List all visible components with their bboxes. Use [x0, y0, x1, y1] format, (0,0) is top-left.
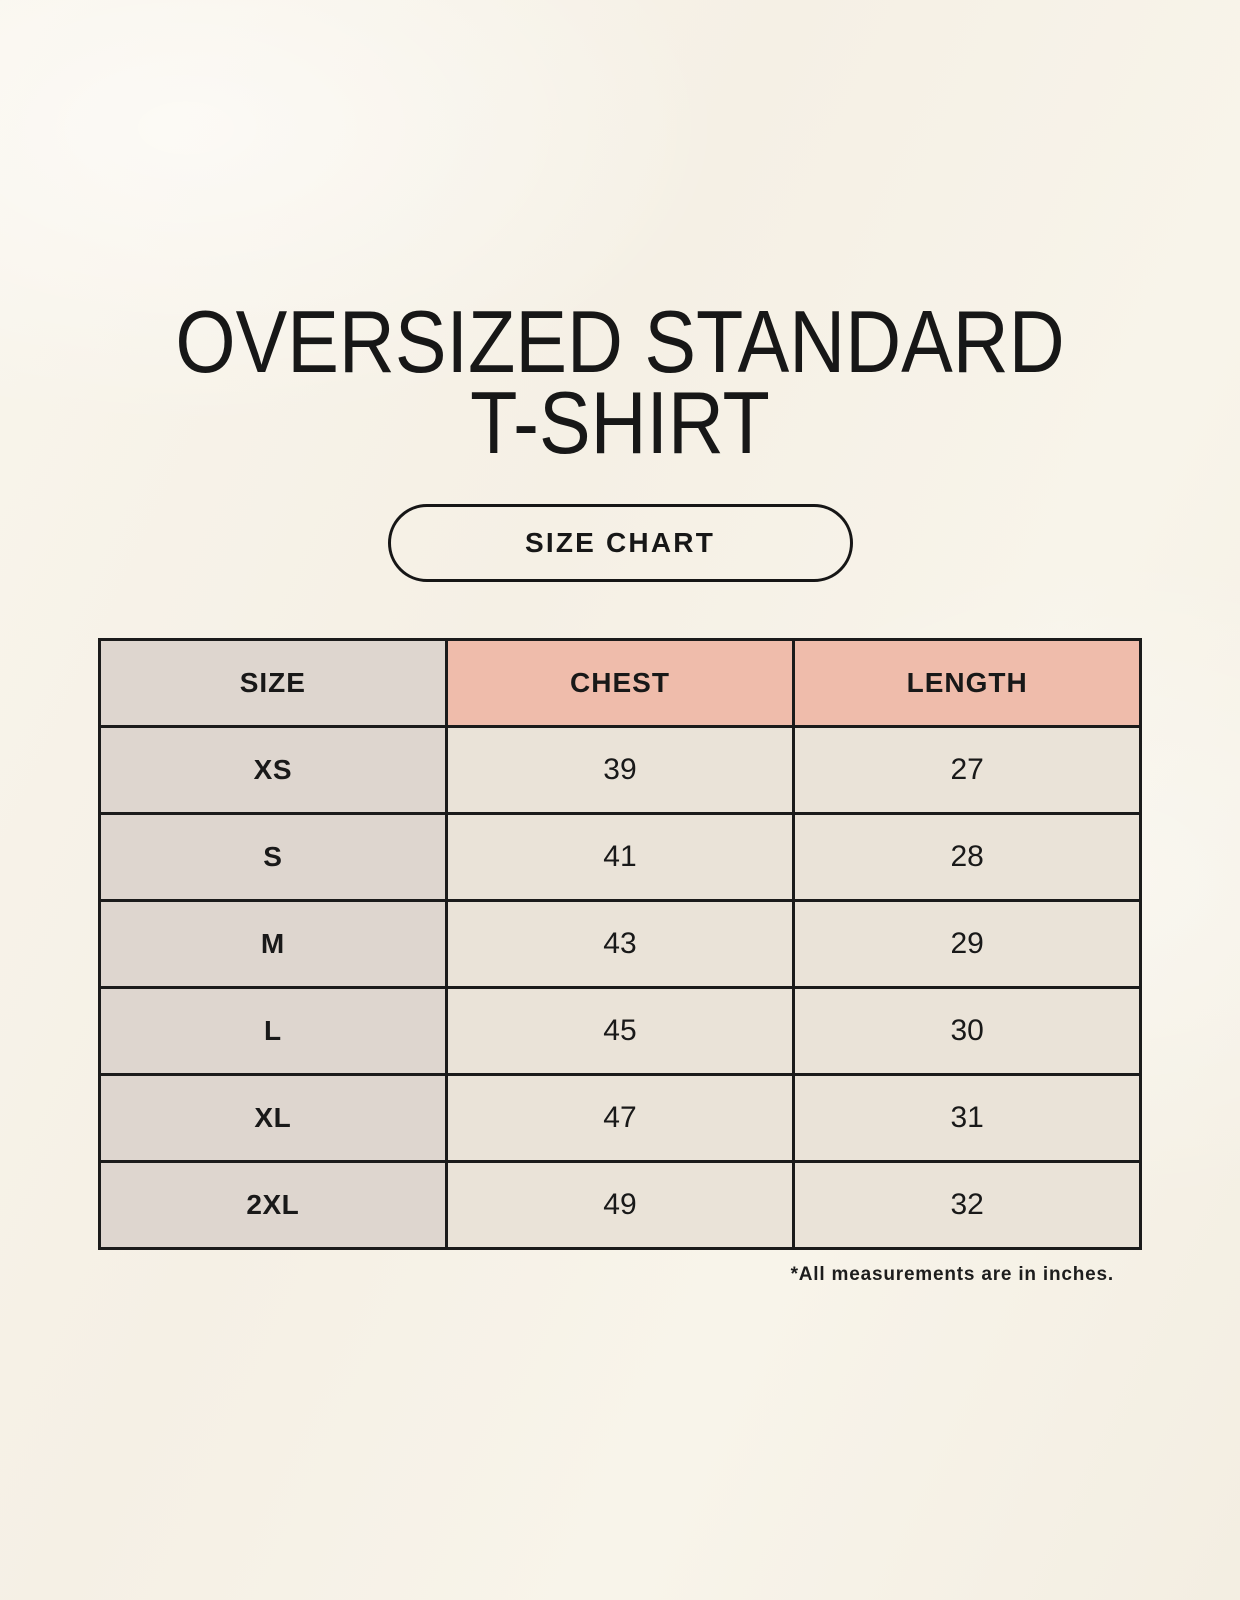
size-cell: M: [100, 900, 447, 987]
table-header-row: [100, 639, 1141, 726]
size-cell: L: [100, 987, 447, 1074]
table-row: [100, 813, 1141, 900]
table-row: [100, 726, 1141, 813]
page-title-line2: T-SHIRT: [470, 372, 770, 472]
chest-cell: 41: [446, 813, 794, 900]
column-header-chest: CHEST: [446, 639, 794, 726]
table-row: [100, 1161, 1141, 1248]
length-cell: 30: [794, 987, 1141, 1074]
table-row: [100, 1074, 1141, 1161]
chest-cell: 45: [446, 987, 794, 1074]
size-cell: S: [100, 813, 447, 900]
page-title-line1: OVERSIZED STANDARD: [175, 292, 1065, 391]
chest-cell: 47: [446, 1074, 794, 1161]
length-cell: 27: [794, 726, 1141, 813]
page-title: [74, 0, 1165, 472]
chest-cell: 49: [446, 1161, 794, 1248]
chest-cell: 43: [446, 900, 794, 987]
column-header-size: SIZE: [100, 639, 447, 726]
column-header-length: LENGTH: [794, 639, 1141, 726]
length-cell: 31: [794, 1074, 1141, 1161]
chest-cell: 39: [446, 726, 794, 813]
size-cell: XL: [100, 1074, 447, 1161]
table-row: [100, 900, 1141, 987]
size-table: [98, 638, 1142, 1250]
size-chart-button[interactable]: [388, 504, 853, 582]
length-cell: 29: [794, 900, 1141, 987]
size-cell: 2XL: [100, 1161, 447, 1248]
measurements-note: *All measurements are in inches.: [790, 1263, 1114, 1285]
size-chart-button-label: SIZE CHART: [525, 526, 715, 558]
table-row: [100, 987, 1141, 1074]
length-cell: 28: [794, 813, 1141, 900]
size-cell: XS: [100, 726, 447, 813]
length-cell: 32: [794, 1161, 1141, 1248]
